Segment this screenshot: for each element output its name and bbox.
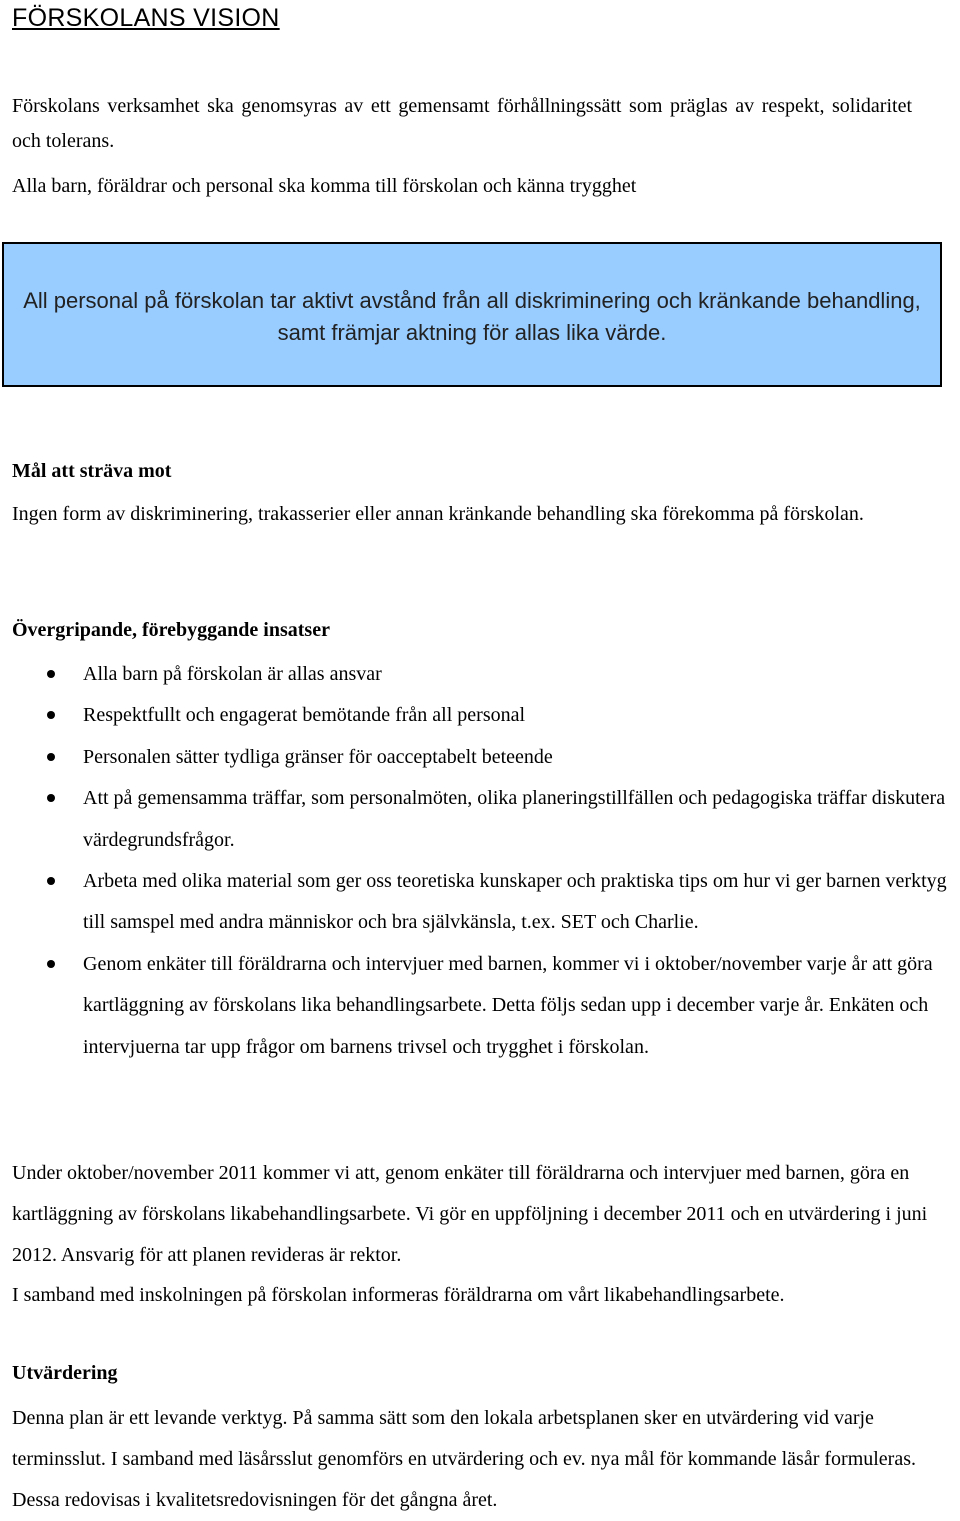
bullet-text: Respektfullt och engagerat bemötande från all personal (83, 704, 526, 727)
bullet-text: Arbeta med olika material som ger oss teoretiska kunskaper och praktiska tips om hur vi ger barnen verktyg till samspel med andra människor och bra självkänsla, t.ex. SET och Charlie. (83, 870, 947, 934)
bullet-item (0, 737, 960, 778)
prevention-bullet-list (0, 654, 960, 1068)
october-survey-paragraph: Under oktober/november 2011 kommer vi att, genom enkäter till föräldrarna och intervjuer med barnen, göra en kartläggning av förskolans likabehandlingsarbete. Vi gör en uppföljning i december 2011 och en utvärdering i juni 2012. Ansvarig för att planen revideras är rektor. (12, 1162, 928, 1266)
bullet-item (0, 695, 960, 736)
intro-paragraph: Förskolans verksamhet ska genomsyras av ett gemensamt förhållningssätt som präglas av respekt, solidaritet och tolerans. (12, 95, 912, 152)
bullet-text: Personalen sätter tydliga gränser för oacceptabelt beteende (83, 745, 553, 768)
bullet-dot-icon (47, 794, 55, 802)
bullet-dot-icon (47, 753, 55, 761)
evaluation-text: Denna plan är ett levande verktyg. På samma sätt som den lokala arbetsplanen sker en utvärdering vid varje terminsslut. I samband med läsårsslut genomförs en utvärdering och ev. nya mål för kommande läsår formuleras. Dessa redovisas i kvalitetsredovisningen för det gångna året. (12, 1407, 917, 1511)
intro-trygghet-line: Alla barn, föräldrar och personal ska komma till förskolan och känna trygghet (12, 175, 637, 197)
vision-statement-text: All personal på förskolan tar aktivt avstånd från all diskriminering och kränkande behandling, samt främjar aktning för allas lika värde. (23, 288, 921, 345)
bullet-item (0, 778, 960, 861)
bullet-dot-icon (47, 877, 55, 885)
bullet-dot-icon (47, 670, 55, 678)
bullet-text: Alla barn på förskolan är allas ansvar (83, 663, 382, 685)
bullet-text: Genom enkäter till föräldrarna och intervjuer med barnen, kommer vi i oktober/november varje år att göra kartläggning av förskolans lika behandlingsarbete. Detta följs sedan upp i december varje år. Enkäten och intervjuerna tar upp frågor om barnens trivsel och trygghet i förskolan. (83, 952, 933, 1058)
evaluation-heading: Utvärdering (12, 1362, 118, 1384)
bullet-dot-icon (47, 711, 55, 719)
bullet-text: Att på gemensamma träffar, som personalmöten, olika planeringstillfällen och pedagogiska träffar diskutera värdegrundsfrågor. (83, 787, 946, 851)
inskolning-paragraph: I samband med inskolningen på förskolan informeras föräldrarna om vårt likabehandlingsarbete. (12, 1284, 785, 1306)
bullet-dot-icon (47, 960, 55, 968)
goal-heading: Mål att sträva mot (12, 460, 172, 482)
vision-statement-box (2, 242, 942, 387)
prevention-heading: Övergripande, förebyggande insatser (12, 619, 330, 641)
goal-text: Ingen form av diskriminering, trakasserier eller annan kränkande behandling ska förekomma på förskolan. (12, 503, 864, 525)
bullet-item (0, 944, 960, 1068)
bullet-item (0, 861, 960, 944)
page-title: FÖRSKOLANS VISION (12, 4, 280, 32)
bullet-item (0, 654, 960, 695)
